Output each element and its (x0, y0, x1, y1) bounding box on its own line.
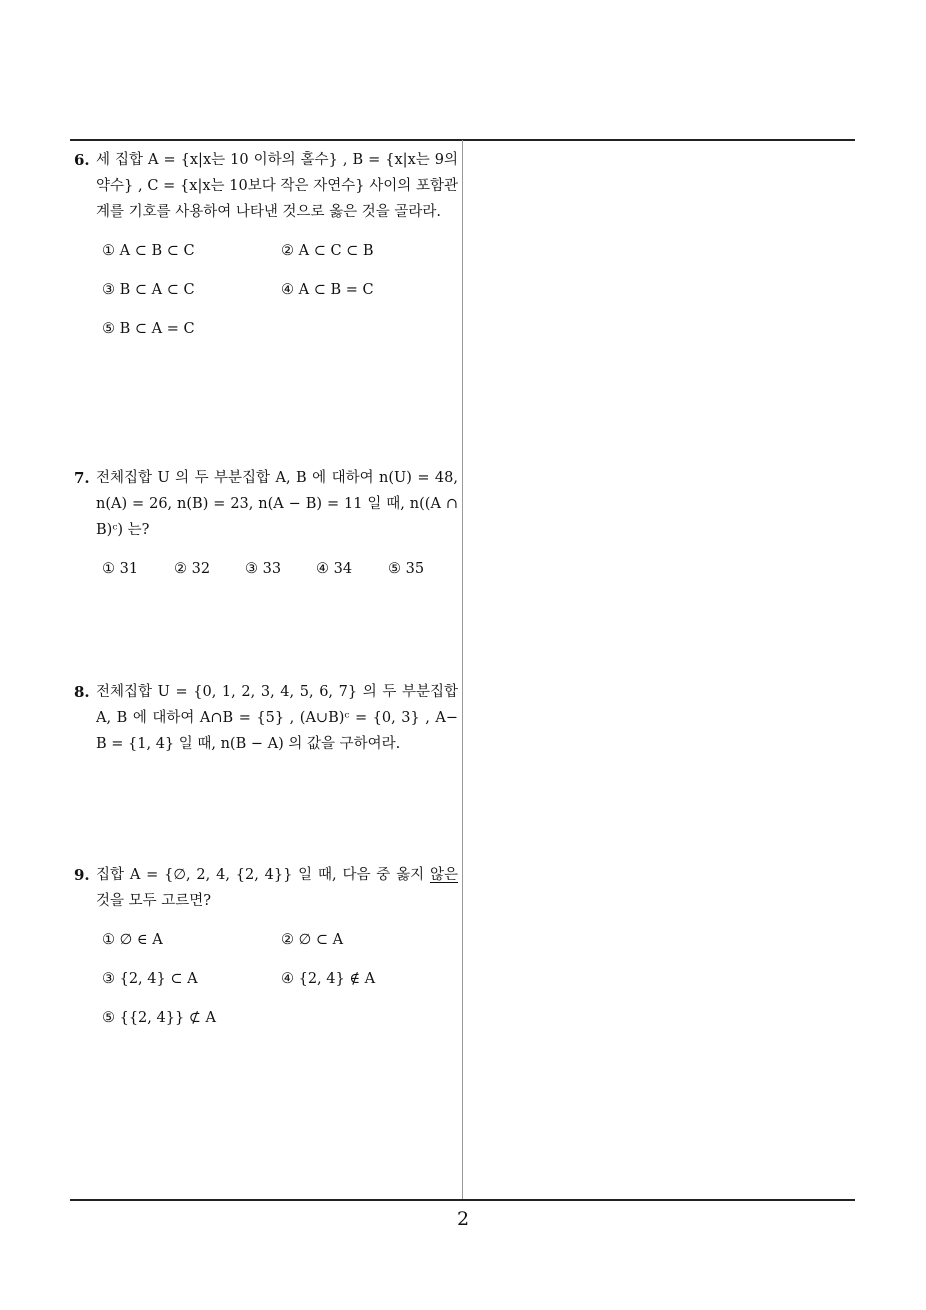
choice-3[interactable]: ③ B ⊂ A ⊂ C (102, 282, 195, 298)
choice-list (102, 561, 458, 585)
choice-2[interactable]: ② 32 (174, 561, 211, 577)
choice-1[interactable]: ① A ⊂ B ⊂ C (102, 243, 195, 259)
choice-list (102, 932, 458, 1042)
choice-1[interactable]: ① 31 (102, 561, 139, 577)
bottom-rule (70, 1199, 855, 1201)
choice-list (102, 243, 458, 353)
question-number: 8. (74, 683, 90, 701)
choice-4[interactable]: ④ A ⊂ B = C (281, 282, 374, 298)
choice-4[interactable]: ④ {2, 4} ∉ A (281, 971, 376, 987)
choice-2[interactable]: ② ∅ ⊂ A (281, 932, 344, 948)
question-text: 집합 A = {∅, 2, 4, {2, 4}} 일 때, 다음 중 옳지 않은 것을 모두 고르면? (96, 867, 458, 909)
question-text: 전체집합 U = {0, 1, 2, 3, 4, 5, 6, 7} 의 두 부분집합 A, B 에 대하여 A∩B = {5} , (A∪B)ᶜ = {0, 3} , A− B = {1, 4} 일 때, n(B − A) 의 값을 구하여라. (96, 684, 458, 752)
question-number: 6. (74, 151, 90, 169)
question-text: 전체집합 U 의 두 부분집합 A, B 에 대하여 n(U) = 48, n(A) = 26, n(B) = 23, n(A − B) = 11 일 때, n((A ∩ B)ᶜ) 는? (96, 470, 458, 538)
column-divider (462, 140, 463, 1200)
choice-2[interactable]: ② A ⊂ C ⊂ B (281, 243, 374, 259)
question-6 (74, 147, 458, 353)
question-number: 7. (74, 469, 90, 487)
page-number: 2 (456, 1208, 470, 1230)
question-number: 9. (74, 866, 90, 884)
choice-4[interactable]: ④ 34 (316, 561, 353, 577)
choice-1[interactable]: ① ∅ ∈ A (102, 932, 163, 948)
question-9 (74, 862, 458, 1042)
choice-3[interactable]: ③ {2, 4} ⊂ A (102, 971, 198, 987)
emphasis-underline: 않은 (429, 867, 458, 883)
choice-3[interactable]: ③ 33 (245, 561, 282, 577)
question-text: 세 집합 A = {x|x는 10 이하의 홀수} , B = {x|x는 9의 약수} , C = {x|x는 10보다 작은 자연수} 사이의 포함관계를 기호를 사용하여 나타낸 것으로 옳은 것을 골라라. (96, 152, 458, 220)
question-8 (74, 679, 458, 757)
choice-5[interactable]: ⑤ 35 (388, 561, 425, 577)
choice-5[interactable]: ⑤ {{2, 4}} ⊄ A (102, 1010, 217, 1026)
question-7 (74, 465, 458, 585)
choice-5[interactable]: ⑤ B ⊂ A = C (102, 321, 195, 337)
